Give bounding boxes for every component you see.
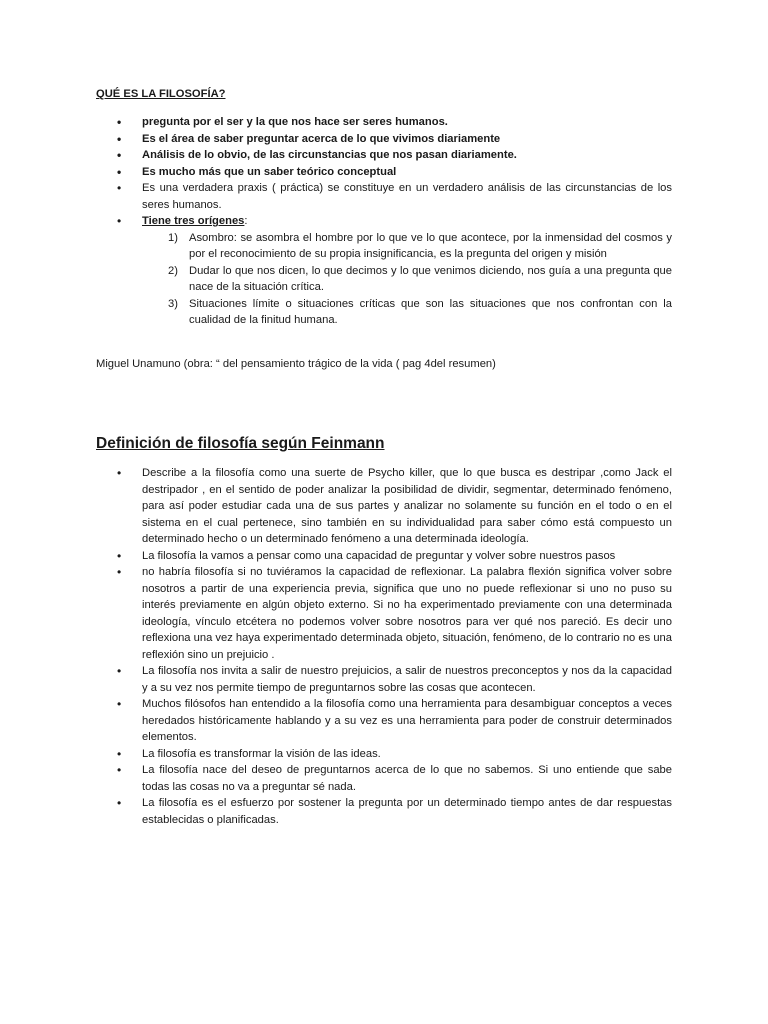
list-item: • Análisis de lo obvio, de las circunstancias que nos pasan diariamente. bbox=[96, 147, 672, 164]
list-item: • pregunta por el ser y la que nos hace ser seres humanos. bbox=[96, 114, 672, 131]
origin-item bbox=[96, 296, 672, 329]
origin-item bbox=[96, 263, 672, 296]
list-item: • Es una verdadera praxis ( práctica) se constituye en un verdadero análisis de las circunstancias de los seres humanos. bbox=[96, 180, 672, 213]
origin-number: 3) bbox=[168, 297, 178, 310]
list-item: • La filosofía nace del deseo de preguntarnos acerca de lo que no sabemos. Si uno entiende que sabe todas las cosas no va a preguntar sé nada. bbox=[96, 762, 672, 795]
list-item: • La filosofía es transformar la visión de las ideas. bbox=[96, 746, 672, 763]
list-item: • Es mucho más que un saber teórico conceptual bbox=[96, 164, 672, 181]
section-2-list-container bbox=[96, 465, 672, 828]
list-item: • La filosofía es el esfuerzo por sostener la pregunta por un determinado tiempo antes de dar respuestas establecidas o planificadas. bbox=[96, 795, 672, 828]
section-1-list-container bbox=[96, 114, 672, 329]
origin-text: Dudar lo que nos dicen, lo que decimos y lo que venimos diciendo, nos guía a una pregunta que nace de la situación crítica. bbox=[189, 264, 672, 293]
section-1-bullet-list bbox=[96, 114, 672, 230]
origins-label: Tiene tres orígenes bbox=[142, 215, 245, 227]
origins-colon: : bbox=[244, 215, 248, 227]
list-item: • La filosofía nos invita a salir de nuestro prejuicios, a salir de nuestros preconceptos y nos da la capacidad y a su vez nos permite tiempo de preguntarnos sobre las cosas que acontecen. bbox=[96, 663, 672, 696]
list-item: • no habría filosofía si no tuviéramos la capacidad de reflexionar. La palabra flexión significa volver sobre nosotros a partir de una experiencia previa, significa que uno no puede reflexionar si uno no puso su interés previamente en algún objeto externo. Si no ha experimentado previamente con una determinada ideología, vínculo etcétera no podemos volver sobre nosotros para ver qué nos pareció. Es decir uno reflexiona una vez haya experimentado determinada objeto, situación, fenómeno, de lo contrario no es una reflexión sino un prejuicio . bbox=[96, 564, 672, 663]
origin-item bbox=[96, 230, 672, 263]
list-item: • Muchos filósofos han entendido a la filosofía como una herramienta para desambiguar conceptos a veces heredados históricamente hablando y a su vez es una herramienta para poder de construir determinados elementos. bbox=[96, 696, 672, 746]
unamuno-reference: Miguel Unamuno (obra: “ del pensamiento trágico de la vida ( pag 4del resumen) bbox=[96, 358, 496, 370]
section-2-bullet-list bbox=[96, 465, 672, 828]
list-item: • Es el área de saber preguntar acerca de lo que vivimos diariamente bbox=[96, 131, 672, 148]
origin-text: Situaciones límite o situaciones críticas que son las situaciones que nos confrontan con la cualidad de la finitud humana. bbox=[189, 297, 672, 326]
list-item: • Describe a la filosofía como una suerte de Psycho killer, que lo que busca es destripar ,como Jack el destripador , en el sentido de poder analizar la posibilidad de dividir, segmentar, determinado fenómeno, para así poder estudiar cada una de sus partes y analizar no solamente su función en el todo o en el sistema en el cual pertenece, sino también en su individualidad para saber cómo está compuesto un determinado hecho o un determinado fenómeno a una determinada ideología. bbox=[96, 465, 672, 548]
origin-text: Asombro: se asombra el hombre por lo que ve lo que acontece, por la inmensidad del cosmos y por el reconocimiento de su propia insignificancia, es la pregunta del origen y misión bbox=[189, 231, 672, 260]
list-item: • La filosofía la vamos a pensar como una capacidad de preguntar y volver sobre nuestros pasos bbox=[96, 548, 672, 565]
origins-numbered-list bbox=[96, 230, 672, 329]
origin-number: 2) bbox=[168, 264, 178, 277]
origin-number: 1) bbox=[168, 231, 178, 244]
section-1-title: QUÉ ES LA FILOSOFÍA? bbox=[96, 88, 226, 100]
section-2-title: Definición de filosofía según Feinmann bbox=[96, 435, 385, 452]
origins-item bbox=[96, 213, 672, 230]
